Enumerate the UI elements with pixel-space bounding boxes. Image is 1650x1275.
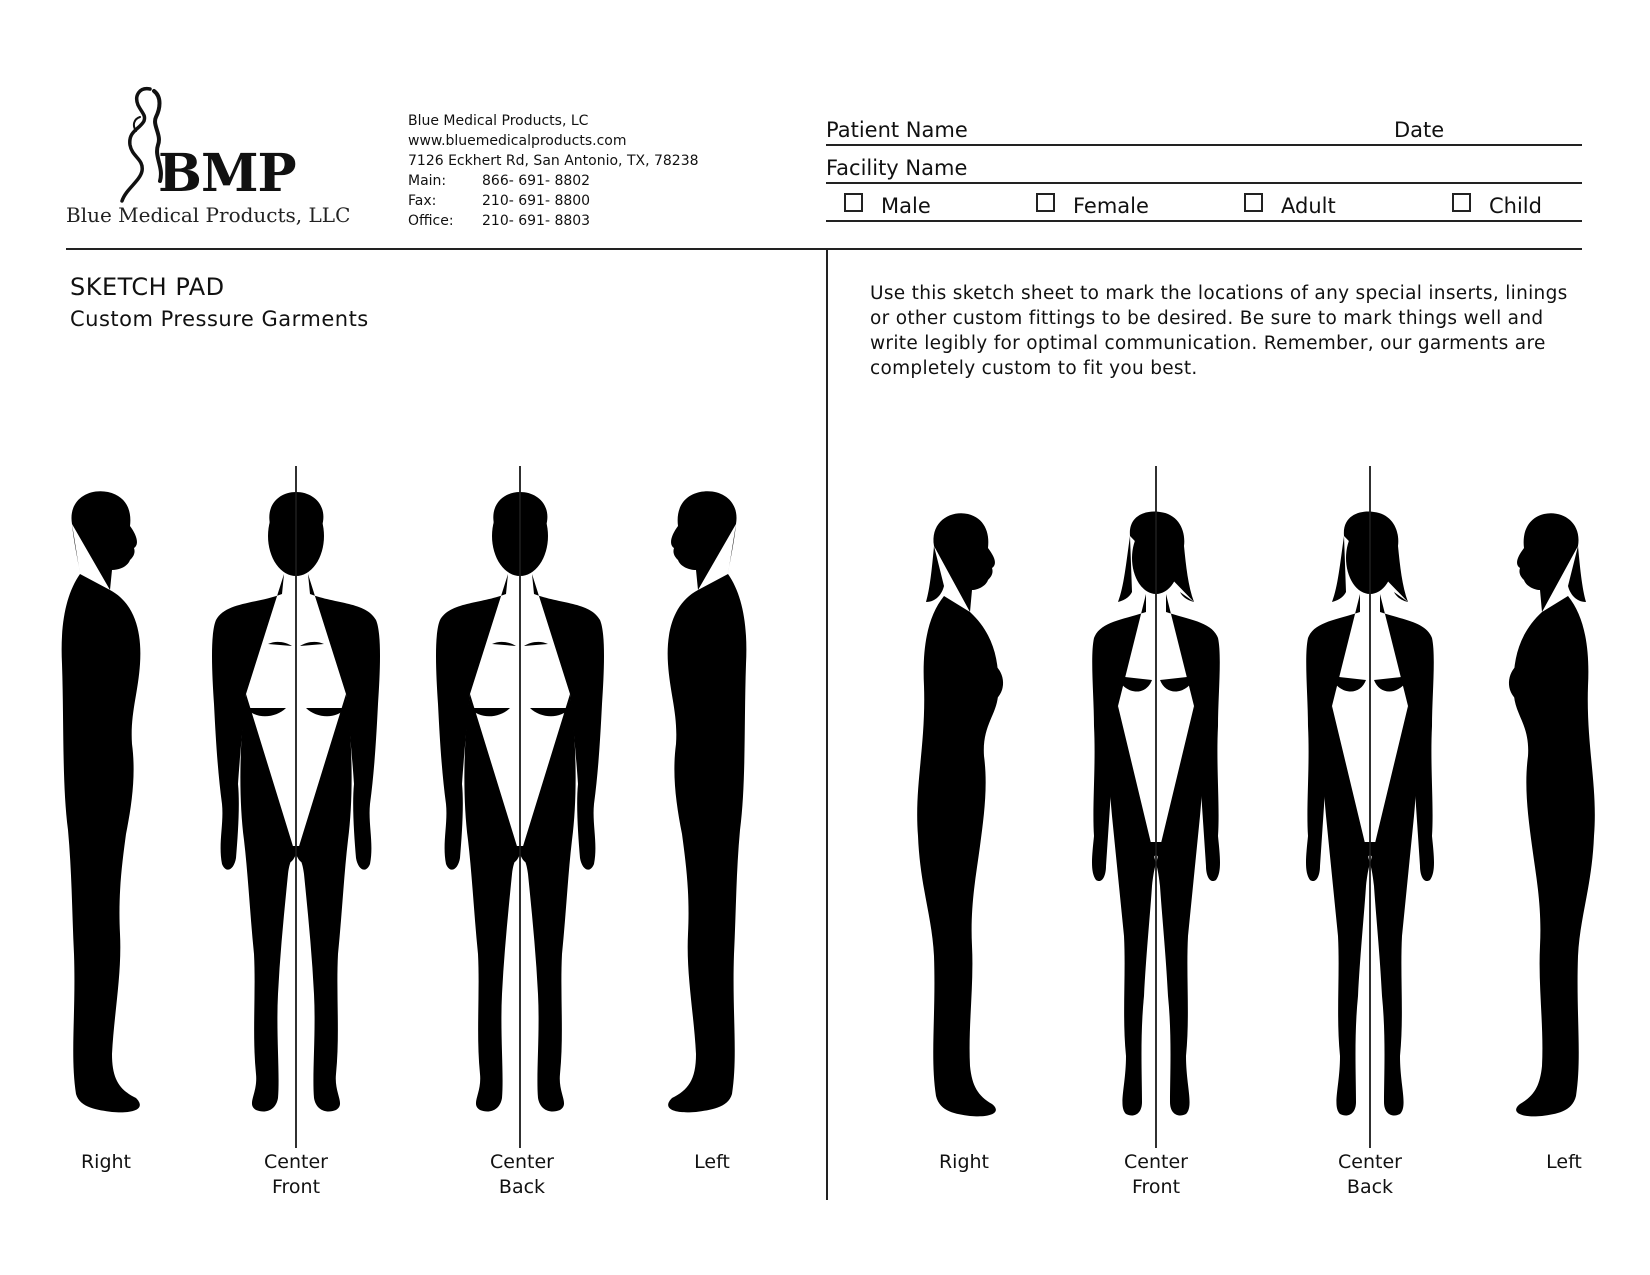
female-left-label: Left: [1546, 1151, 1582, 1173]
female-right-caption: [894, 1150, 1034, 1175]
female-center-front-label-2: Front: [1131, 1176, 1181, 1198]
facility-name-label: Facility Name: [826, 156, 968, 180]
male-right-figure[interactable]: [62, 491, 141, 1112]
female-left-figure[interactable]: [1509, 513, 1595, 1116]
sketch-pad-title: SKETCH PAD: [70, 273, 225, 301]
child-label: Child: [1489, 194, 1542, 218]
female-center-back-caption: [1300, 1150, 1440, 1200]
fax-label: Fax:: [408, 193, 437, 209]
female-center-front-caption: [1086, 1150, 1226, 1200]
office-label: Office:: [408, 213, 454, 229]
male-center-back-caption: [452, 1150, 592, 1200]
male-left-caption: [642, 1150, 782, 1175]
male-label: Male: [881, 194, 931, 218]
female-center-back-label-1: Center: [1338, 1151, 1402, 1173]
contact-company: Blue Medical Products, LC: [408, 113, 589, 129]
female-center-front-label-1: Center: [1124, 1151, 1188, 1173]
office-phone: 210- 691- 8803: [482, 213, 591, 229]
male-left-label: Left: [694, 1151, 730, 1173]
male-right-label: Right: [80, 1151, 132, 1173]
male-left-figure[interactable]: [668, 491, 747, 1112]
adult-label: Adult: [1281, 194, 1336, 218]
contact-address: 7126 Eckhert Rd, San Antonio, TX, 78238: [408, 153, 699, 169]
male-center-front-caption: [226, 1150, 366, 1200]
date-label: Date: [1394, 118, 1445, 142]
male-right-caption: [36, 1150, 176, 1175]
female-label: Female: [1073, 194, 1149, 218]
male-center-front-label-1: Center: [264, 1151, 328, 1173]
logo-company-name: Blue Medical Products, LLC: [66, 203, 351, 227]
logo-letters: BMP: [158, 143, 296, 204]
instructions-text: Use this sketch sheet to mark the locations of any special inserts, linings or other custom fittings to be desired. Be sure to mark things well and write legibly for optimal communication. Remember, our garments are completely custom to fit you best.: [870, 283, 1568, 379]
patient-name-label: Patient Name: [826, 118, 968, 142]
sketch-pad-subtitle: Custom Pressure Garments: [70, 307, 369, 331]
male-center-back-label-1: Center: [490, 1151, 554, 1173]
fax-number: 210- 691- 8800: [482, 193, 591, 209]
female-center-back-label-2: Back: [1346, 1176, 1394, 1198]
female-left-caption: [1494, 1150, 1634, 1175]
female-right-label: Right: [938, 1151, 990, 1173]
main-phone: 866- 691- 8802: [482, 173, 591, 189]
female-right-figure[interactable]: [917, 513, 1003, 1116]
male-center-back-label-2: Back: [498, 1176, 546, 1198]
contact-website[interactable]: www.bluemedicalproducts.com: [408, 133, 627, 149]
main-label: Main:: [408, 173, 447, 189]
male-center-front-label-2: Front: [271, 1176, 321, 1198]
